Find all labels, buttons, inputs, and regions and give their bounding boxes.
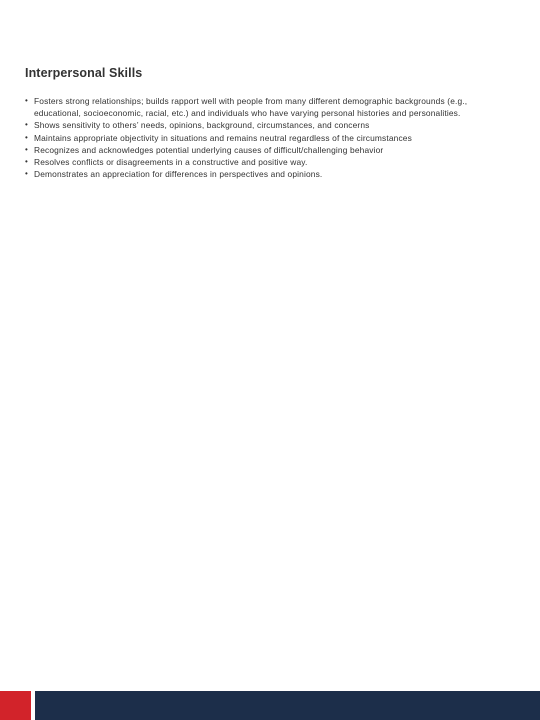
- bullet-item: [25, 156, 515, 168]
- bullet-text: Maintains appropriate objectivity in situations and remains neutral regardless of the circumstances: [34, 132, 412, 143]
- bullet-item: [25, 144, 515, 156]
- bullet-marker: •: [25, 157, 28, 167]
- bullet-item: [25, 132, 515, 144]
- bullet-marker: •: [25, 169, 28, 179]
- bullet-item: [25, 95, 515, 119]
- section-heading: Interpersonal Skills: [25, 66, 143, 80]
- section-content: [25, 66, 515, 180]
- bullet-item: [25, 168, 515, 180]
- bullet-marker: •: [25, 120, 28, 130]
- skills-bullet-list: [25, 95, 515, 180]
- bullet-text: Fosters strong relationships; builds rapport well with people from many different demographic backgrounds (e.g., educational, socioeconomic, racial, etc.) and individuals who have varying personal histories and personalities.: [34, 96, 468, 119]
- bullet-marker: •: [25, 132, 28, 142]
- bullet-item: [25, 119, 515, 131]
- bullet-text: Demonstrates an appreciation for differences in perspectives and opinions.: [34, 169, 323, 180]
- bullet-text: Resolves conflicts or disagreements in a constructive and positive way.: [34, 157, 308, 168]
- footer-accent-block: [0, 691, 31, 720]
- footer-bar: [35, 691, 540, 720]
- bullet-marker: •: [25, 96, 28, 105]
- footer-band: [0, 691, 540, 720]
- bullet-text: Shows sensitivity to others’ needs, opinions, background, circumstances, and concerns: [34, 120, 370, 131]
- bullet-marker: •: [25, 144, 28, 154]
- bullet-text: Recognizes and acknowledges potential underlying causes of difficult/challenging behavior: [34, 144, 384, 155]
